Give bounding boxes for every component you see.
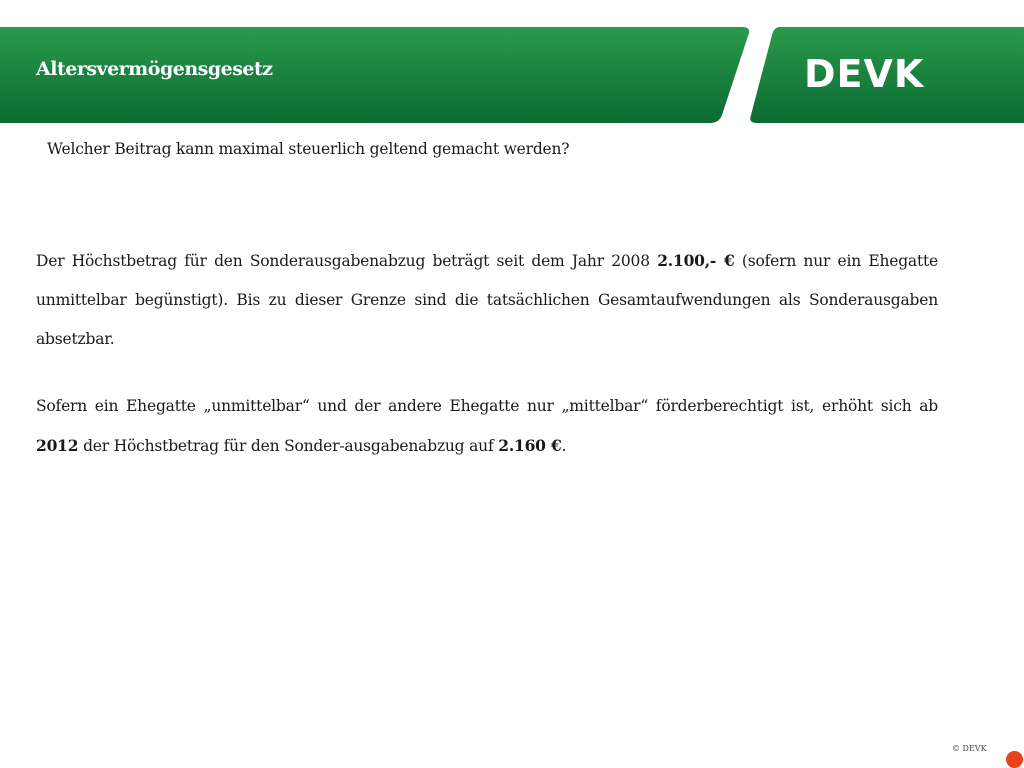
year-value: 2012 [36, 436, 79, 455]
slide-title: Altersvermögensgesetz [36, 58, 273, 80]
paragraph2-text-end: . [561, 437, 567, 455]
paragraph-max-amount [36, 241, 938, 359]
paragraph1-text-start: Der Höchstbetrag für den Sonderausgabenabzug beträgt seit dem Jahr 2008 [36, 252, 658, 270]
spouse-amount-value: 2.160 € [498, 436, 562, 455]
max-amount-value: 2.100,- € [657, 251, 735, 270]
question-text: Welcher Beitrag kann maximal steuerlich geltend gemacht werden? [47, 140, 570, 158]
copyright-note: © DEVK [952, 744, 987, 753]
devk-logo: DEVK [804, 52, 925, 96]
paragraph2-text-start: Sofern ein Ehegatte „unmittelbar“ und der andere Ehegatte nur „mittelbar“ förderberechtigt ist, erhöht sich ab [36, 397, 938, 415]
paragraph2-text-middle: der Höchstbetrag für den Sonder-ausgabenabzug auf [78, 437, 499, 455]
paragraph1-text-end: (sofern nur ein Ehegatte unmittelbar begünstigt). Bis zu dieser Grenze sind die tatsächlichen Gesamtaufwendungen als Sonderausgaben absetzbar. [36, 252, 938, 348]
orange-dot-decoration [1006, 751, 1023, 768]
paragraph-spouse-amount [36, 387, 938, 466]
